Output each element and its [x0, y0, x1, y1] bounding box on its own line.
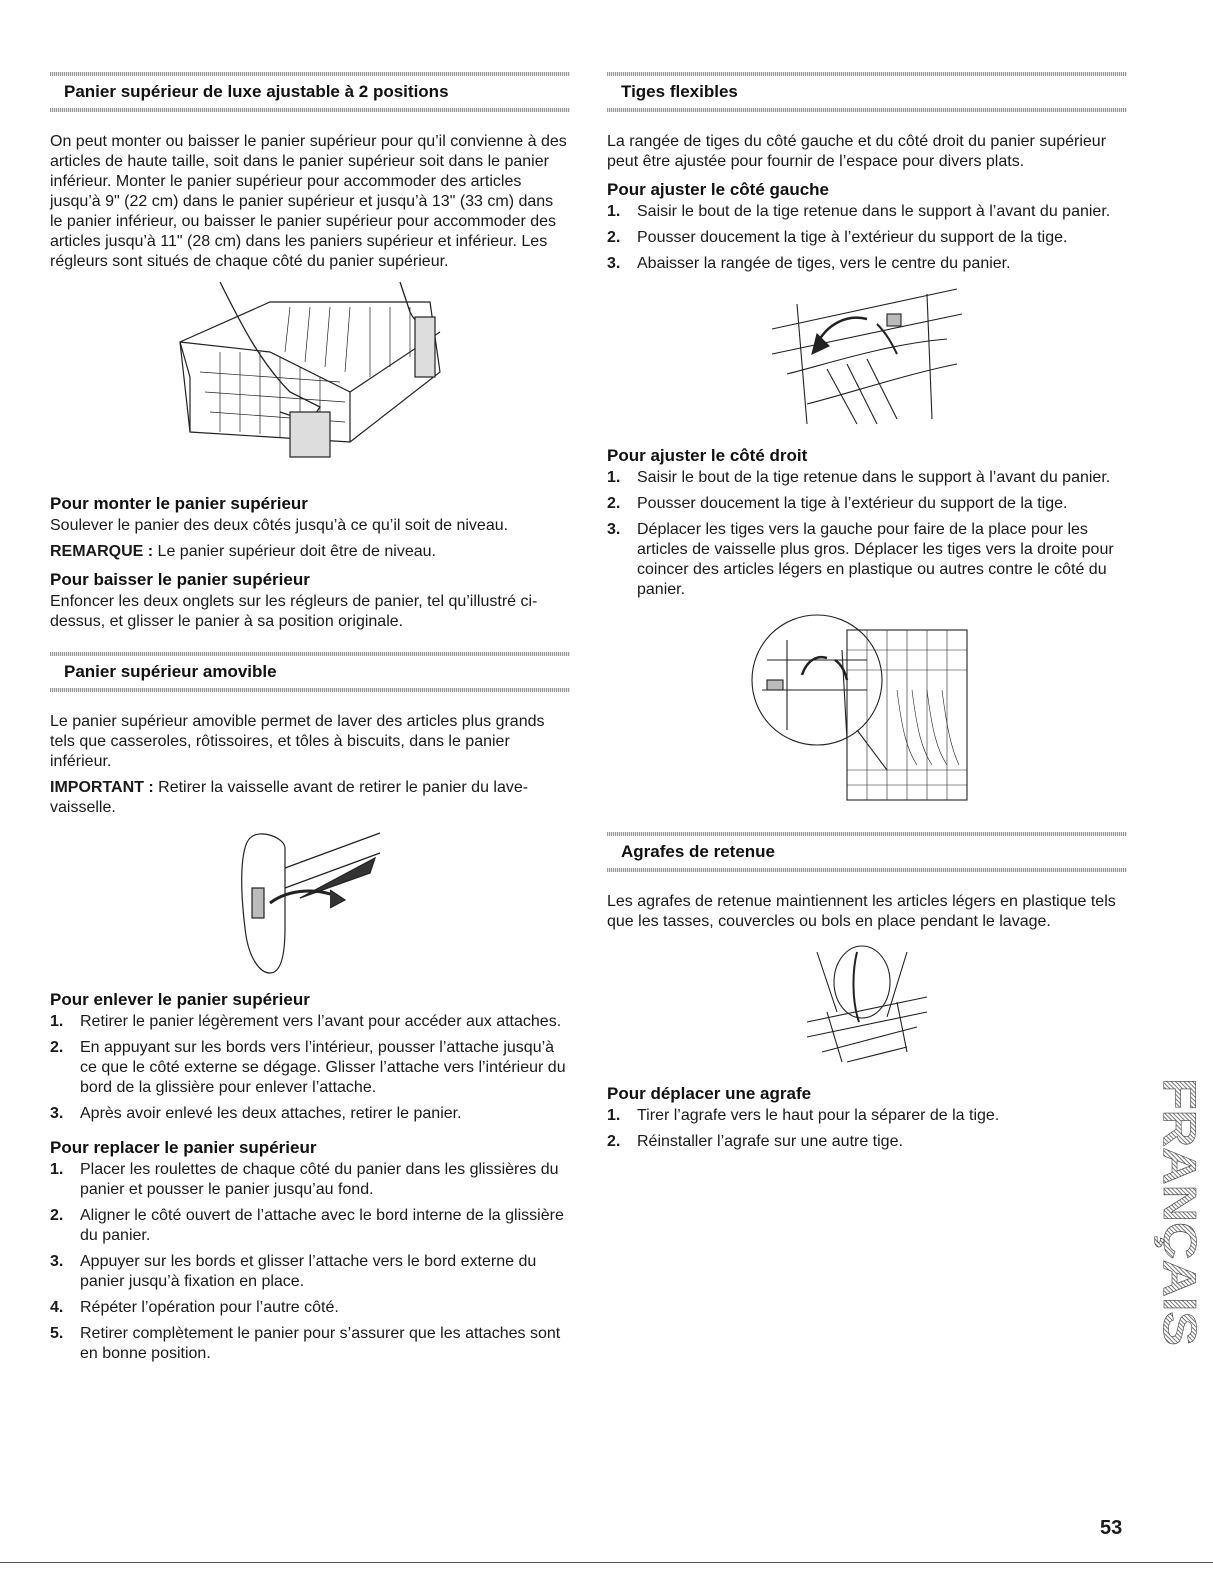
right-tines-illustration [747, 610, 987, 810]
right-column [607, 66, 1127, 1158]
important-paragraph [50, 778, 570, 818]
paragraph: Le panier supérieur amovible permet de laver des articles plus grands tels que casseroles, rôtissoires, et tôles à biscuits, dans le panier inférieur. [50, 713, 545, 770]
steps-list [50, 1012, 570, 1124]
list-item: 1. Saisir le bout de la tige retenue dans le support à l’avant du panier. [607, 203, 1111, 220]
list-item: 2. Réinstaller l’agrafe sur une autre tige. [607, 1133, 903, 1150]
paragraph: On peut monter ou baisser le panier supérieur pour qu’il convienne à des articles de haute taille, soit dans le panier supérieur soit dans le panier inférieur. Monter le panier supérieur pour accommoder des articles jusqu’à 9" (22 cm) dans le panier supérieur et jusqu’à 13" (33 cm) dans le panier inférieur, ou baisser le panier supérieur pour accommoder des articles jusqu’à 11" (28 cm) dans les paniers supérieur et inférieur. Les régleurs sont situés de chaque côté du panier supérieur. [50, 133, 567, 270]
steps-list [607, 468, 1127, 600]
note-label: REMARQUE : [50, 543, 154, 560]
list-item: 4. Répéter l’opération pour l’autre côté. [50, 1299, 339, 1316]
list-item: 1. Saisir le bout de la tige retenue dans le support à l’avant du panier. [607, 469, 1111, 486]
list-item: 3. Après avoir enlevé les deux attaches, retirer le panier. [50, 1105, 462, 1122]
list-item: 3. Appuyer sur les bords et glisser l’attache vers le bord externe du panier jusqu’à fixation en place. [50, 1253, 537, 1290]
section-title: Agrafes de retenue [621, 842, 775, 861]
section-title: Tiges flexibles [621, 82, 738, 101]
important-text: Retirer la vaisselle avant de retirer le panier du lave-vaisselle. [50, 779, 529, 816]
page-number: 53 [1100, 1517, 1123, 1539]
subheading: Pour ajuster le côté droit [607, 446, 808, 465]
subheading: Pour monter le panier supérieur [50, 494, 308, 513]
list-item: 1. Placer les roulettes de chaque côté du panier dans les glissières du panier et pousser le panier jusqu’au fond. [50, 1161, 559, 1198]
side-tab-label: FRANÇAIS [1154, 1078, 1206, 1316]
subheading: Pour enlever le panier supérieur [50, 990, 310, 1009]
section-header [50, 66, 570, 118]
list-item: 2. Pousser doucement la tige à l’extérieur du support de la tige. [607, 229, 1068, 246]
list-item: 3. Abaisser la rangée de tiges, vers le centre du panier. [607, 255, 1011, 272]
steps-list [607, 1106, 1127, 1152]
list-item: 2. Pousser doucement la tige à l’extérieur du support de la tige. [607, 495, 1068, 512]
note-paragraph [50, 542, 570, 562]
important-label: IMPORTANT : [50, 779, 154, 796]
section-header [50, 646, 570, 698]
list-item: 1. Tirer l’agrafe vers le haut pour la séparer de la tige. [607, 1107, 1000, 1124]
paragraph: Soulever le panier des deux côtés jusqu’à ce qu’il soit de niveau. [50, 517, 509, 534]
language-side-tab [1150, 1078, 1206, 1348]
retaining-clip-illustration [797, 942, 937, 1072]
paragraph: Enfoncer les deux onglets sur les régleurs de panier, tel qu’illustré ci-dessus, et glisser le panier à sa position originale. [50, 593, 538, 630]
steps-list [50, 1160, 570, 1364]
list-item: 2. Aligner le côté ouvert de l’attache avec le bord interne de la glissière du panier. [50, 1207, 564, 1244]
left-column [50, 66, 570, 1370]
section-header [607, 826, 1127, 878]
list-item: 3. Déplacer les tiges vers la gauche pour faire de la place pour les articles de vaisselle plus gros. Déplacer les tiges vers la droite pour coincer des articles légers en plastique ou autres contre le côté du panier. [607, 521, 1114, 598]
paragraph: La rangée de tiges du côté gauche et du côté droit du panier supérieur peut être ajustée pour fournir de l’espace pour divers plats. [607, 133, 1107, 170]
subheading: Pour déplacer une agrafe [607, 1084, 812, 1103]
subheading: Pour baisser le panier supérieur [50, 570, 310, 589]
rack-clip-illustration [230, 828, 390, 978]
left-tines-illustration [767, 284, 967, 434]
section-title: Panier supérieur de luxe ajustable à 2 positions [64, 82, 449, 101]
section-title: Panier supérieur amovible [64, 662, 277, 681]
subheading: Pour ajuster le côté gauche [607, 180, 830, 199]
upper-rack-adjust-illustration [160, 282, 460, 482]
bottom-rule [0, 1562, 1213, 1563]
subheading: Pour replacer le panier supérieur [50, 1138, 317, 1157]
steps-list [607, 202, 1127, 274]
list-item: 1. Retirer le panier légèrement vers l’avant pour accéder aux attaches. [50, 1013, 562, 1030]
list-item: 2. En appuyant sur les bords vers l’intérieur, pousser l’attache jusqu’à ce que le côté externe se dégage. Glisser l’attache vers l’intérieur du bord de la glissière pour enlever l’attache. [50, 1039, 566, 1096]
paragraph: Les agrafes de retenue maintiennent les articles légers en plastique tels que les tasses, couvercles ou bols en place pendant le lavage. [607, 893, 1116, 930]
note-text: Le panier supérieur doit être de niveau. [153, 543, 436, 560]
section-header [607, 66, 1127, 118]
list-item: 5. Retirer complètement le panier pour s’assurer que les attaches sont en bonne position. [50, 1325, 561, 1362]
